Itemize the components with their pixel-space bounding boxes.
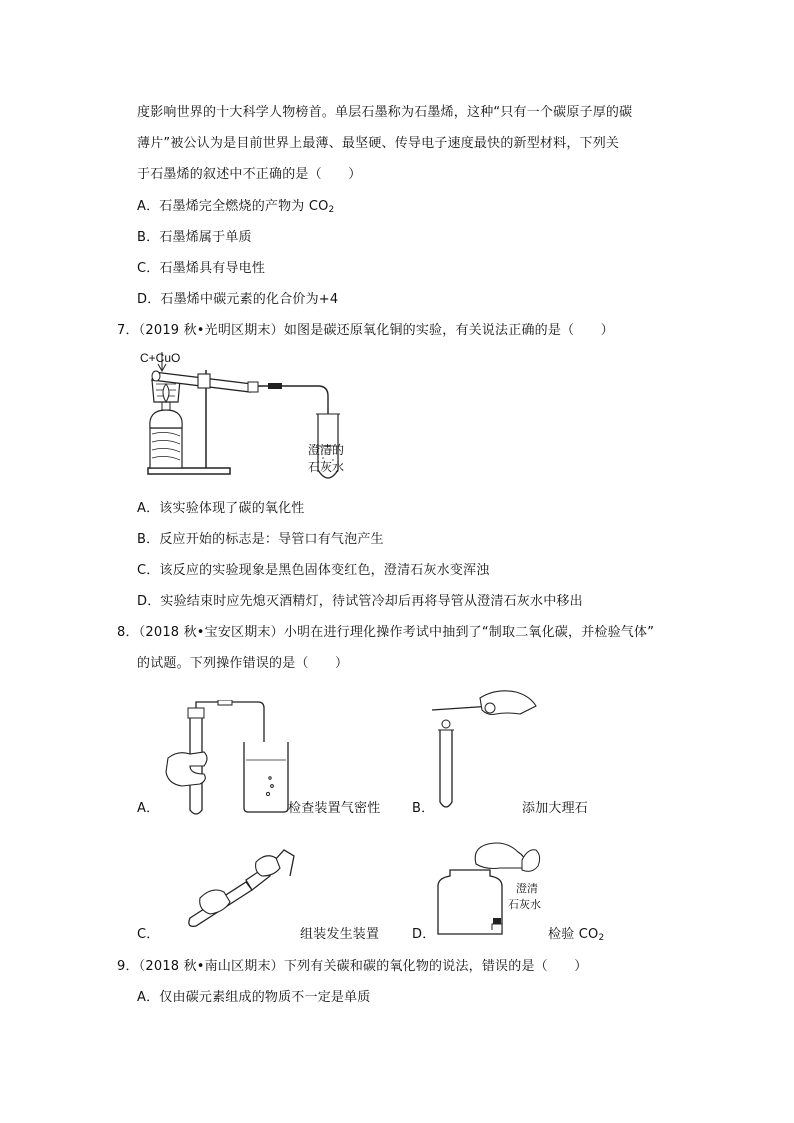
q8-c-caption: 组装发生装置 <box>300 927 380 942</box>
q8-stem-line-1: 8．（2018 秋•宝安区期末）小明在进行理化操作考试中抽到了“制取二氧化碳，并检验气体” <box>117 625 655 640</box>
limewater-label-d-1: 澄清 <box>516 882 538 895</box>
q6-stem-line-2: 薄片”被公认为是目前世界上最薄、最坚硬、传导电子速度最快的新型材料，下列关 <box>137 136 620 151</box>
q7-stem: 7．（2019 秋•光明区期末）如图是碳还原氧化铜的实验，有关说法正确的是（ ） <box>117 323 614 338</box>
limewater-label-2: 石灰水 <box>308 460 345 474</box>
q8-d-letter: D． <box>412 927 436 942</box>
q8-b-caption: 添加大理石 <box>522 801 589 816</box>
limewater-label-d-2: 石灰水 <box>508 898 541 911</box>
q6-stem-line-3: 于石墨烯的叙述中不正确的是（ ） <box>137 167 362 182</box>
figure-a-airtightness-check <box>160 700 290 818</box>
q7-option-d: D．实验结束时应先熄灭酒精灯，待试管冷却后再将导管从澄清石灰水中移出 <box>137 594 583 609</box>
figure-d-testing-co2 <box>428 834 548 938</box>
q6-option-b: B．石墨烯属于单质 <box>137 230 252 245</box>
q6-option-c: C．石墨烯具有导电性 <box>137 261 266 276</box>
figure-c-assembling-device <box>170 840 300 932</box>
q8-a-caption: 检查装置气密性 <box>288 801 381 816</box>
q6-option-a: A．石墨烯完全燃烧的产物为 $CO_2$ <box>137 199 335 215</box>
q6-option-d: D．石墨烯中碳元素的化合价为+4 <box>137 292 339 307</box>
limewater-label-1: 澄清的 <box>308 443 345 457</box>
q7-option-a: A．该实验体现了碳的氧化性 <box>137 501 305 516</box>
figure-b-adding-marble <box>420 684 540 814</box>
carbon-reduction-apparatus-figure <box>140 350 380 480</box>
q9-stem: 9．（2018 秋•南山区期末）下列有关碳和碳的氧化物的说法，错误的是（ ） <box>117 959 588 974</box>
q8-a-letter: A． <box>137 801 160 816</box>
q8-stem-line-2: 的试题。下列操作错误的是（ ） <box>137 656 349 671</box>
q7-option-c: C．该反应的实验现象是黑色固体变红色，澄清石灰水变浑浊 <box>137 563 490 578</box>
q8-d-caption: 检验 $CO_2$ <box>548 927 605 943</box>
q6-stem-line-1: 度影响世界的十大科学人物榜首。单层石墨称为石墨烯，这种“只有一个碳原子厚的碳 <box>137 105 633 120</box>
q8-c-letter: C． <box>137 927 160 942</box>
q9-option-a: A．仅由碳元素组成的物质不一定是单质 <box>137 990 371 1005</box>
q8-b-letter: B． <box>412 801 435 816</box>
reactants-label: C+CuO <box>140 351 181 365</box>
q7-option-b: B．反应开始的标志是：导管口有气泡产生 <box>137 532 384 547</box>
